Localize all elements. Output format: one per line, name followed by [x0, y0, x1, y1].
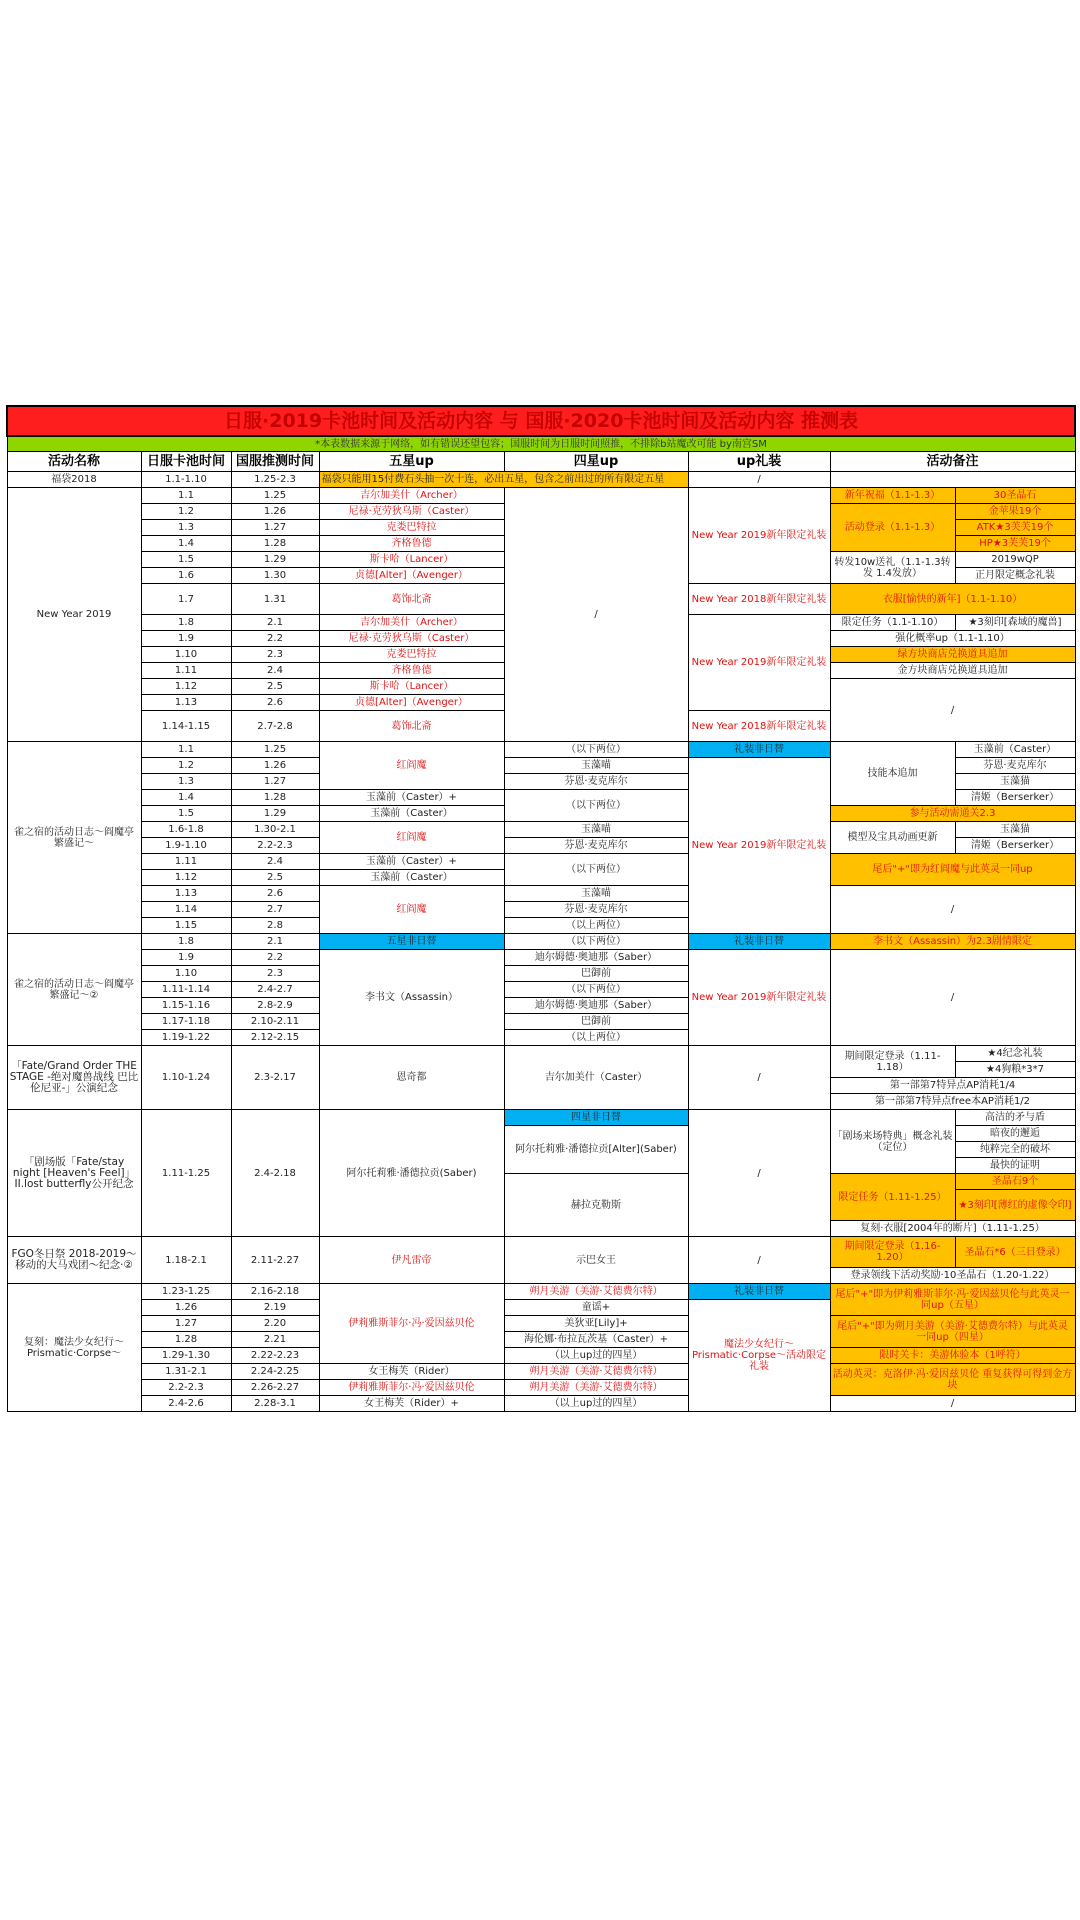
- jp-time: 1.11: [141, 663, 231, 679]
- cn-time: 2.2: [231, 950, 319, 966]
- section-event3: [7, 1046, 1075, 1110]
- note: ★4狗粮*3*7: [955, 1062, 1075, 1078]
- jp-time: 1.29-1.30: [141, 1348, 231, 1364]
- five-star: 葛饰北斋: [319, 711, 504, 742]
- five-star: 女王梅芙（Rider）+: [319, 1396, 504, 1412]
- cn-time: 2.10-2.11: [231, 1014, 319, 1030]
- five-star: 玉藻前（Caster）: [319, 870, 504, 886]
- event-name: New Year 2019: [7, 488, 141, 742]
- four-star: 示巴女王: [504, 1237, 688, 1284]
- lucky-bag-desc: 福袋只能用15付费石头抽一次十连，必出五星，包含之前出过的所有限定五星: [319, 472, 688, 488]
- note: 期间限定登录（1.16-1.20）: [830, 1237, 955, 1268]
- jp-time: 1.31-2.1: [141, 1364, 231, 1380]
- note: /: [830, 679, 1075, 742]
- note: 玉藻猫: [955, 774, 1075, 790]
- note: ★4纪念礼装: [955, 1046, 1075, 1062]
- header-notes: 活动备注: [830, 452, 1075, 472]
- four-star: （以上两位）: [504, 1030, 688, 1046]
- five-star: 红阎魔: [319, 886, 504, 934]
- jp-time: 1.8: [141, 934, 231, 950]
- note: 最快的证明: [955, 1158, 1075, 1174]
- five-star: 尼禄·克劳狄乌斯（Caster）: [319, 631, 504, 647]
- event-name: 雀之宿的活动日志～阎魔亭繁盛记～②: [7, 934, 141, 1046]
- note: 玉藻前（Caster）: [955, 742, 1075, 758]
- jp-time: 1.5: [141, 552, 231, 568]
- cn-time: 2.12-2.15: [231, 1030, 319, 1046]
- jp-time: 1.19-1.22: [141, 1030, 231, 1046]
- note: 「剧场来场特典」概念礼装（定位）: [830, 1110, 955, 1174]
- four-star: 阿尔托莉雅·潘德拉贡[Alter](Saber): [504, 1126, 688, 1174]
- cn-time: 2.21: [231, 1332, 319, 1348]
- note: 登录领线下活动奖励·10圣晶石（1.20-1.22）: [830, 1268, 1075, 1284]
- five-star: 齐格鲁德: [319, 663, 504, 679]
- four-star: 迪尔姆德·奥迪那（Saber）: [504, 950, 688, 966]
- jp-time: 1.13: [141, 886, 231, 902]
- four-star: （以下两位）: [504, 854, 688, 886]
- four-star: 玉藻喵: [504, 758, 688, 774]
- cn-time: 1.31: [231, 584, 319, 615]
- five-star: 玉藻前（Caster）+: [319, 790, 504, 806]
- four-star: 芬恩·麦克库尔: [504, 838, 688, 854]
- four-star: 朔月美游（美游·艾德费尔特）: [504, 1380, 688, 1396]
- cn-time: 2.2-2.3: [231, 838, 319, 854]
- event-name: 「Fate/Grand Order THE STAGE -绝对魔兽战线 巴比伦尼亚-」公演纪念: [7, 1046, 141, 1110]
- event-name: FGO冬日祭 2018-2019～移动的大马戏团～纪念·②: [7, 1237, 141, 1284]
- event-name: 「剧场版「Fate/stay night [Heaven's Feel]」II.lost butterfly公开纪念: [7, 1110, 141, 1237]
- event-name: 复刻：魔法少女纪行～Prismatic·Corpse～: [7, 1284, 141, 1412]
- jp-time: 1.17-1.18: [141, 1014, 231, 1030]
- five-star: 贞德[Alter]（Avenger）: [319, 568, 504, 584]
- note: 强化概率up（1.1-1.10）: [830, 631, 1075, 647]
- note: 尾后"+"即为红阎魔与此英灵一同up: [830, 854, 1075, 886]
- jp-time: 1.10: [141, 647, 231, 663]
- cn-time: 1.26: [231, 504, 319, 520]
- note: 圣晶石9个: [955, 1174, 1075, 1190]
- header-five-star: 五星up: [319, 452, 504, 472]
- five-star: 伊莉雅斯菲尔·冯·爱因兹贝伦: [319, 1284, 504, 1364]
- ce-cell: /: [688, 1110, 830, 1237]
- jp-time: 1.6: [141, 568, 231, 584]
- cn-time: 2.3-2.17: [231, 1046, 319, 1110]
- note: 清姬（Berserker）: [955, 838, 1075, 854]
- jp-time: 1.14: [141, 902, 231, 918]
- header-cn-time: 国服推测时间: [231, 452, 319, 472]
- cn-time: 2.11-2.27: [231, 1237, 319, 1284]
- cn-time: 1.25: [231, 742, 319, 758]
- note: 2019wQP: [955, 552, 1075, 568]
- note: 尾后"+"即为朔月美游（美游·艾德费尔特）与此英灵一同up（四星）: [830, 1316, 1075, 1348]
- four-star: 朔月美游（美游·艾德费尔特）: [504, 1364, 688, 1380]
- page-title: 日服·2019卡池时间及活动内容 与 国服·2020卡池时间及活动内容 推测表: [7, 406, 1075, 436]
- note: 活动英灵：克洛伊·冯·爱因兹贝伦 重复获得可得到金方块: [830, 1364, 1075, 1396]
- ce-cell: New Year 2018新年限定礼装: [688, 711, 830, 742]
- five-star-tag: 五星非日替: [319, 934, 504, 950]
- cn-time: 1.28: [231, 536, 319, 552]
- jp-time: 1.1-1.10: [141, 472, 231, 488]
- note: 芬恩·麦克库尔: [955, 758, 1075, 774]
- five-star: 吉尔加美什（Archer）: [319, 615, 504, 631]
- note: 技能本追加: [830, 742, 955, 806]
- schedule-table: [6, 405, 1076, 1412]
- five-star: 贞德[Alter]（Avenger）: [319, 695, 504, 711]
- section-new-year: [7, 488, 1075, 742]
- ce-cell: New Year 2019新年限定礼装: [688, 615, 830, 711]
- four-star: 吉尔加美什（Caster）: [504, 1046, 688, 1110]
- five-star: 齐格鲁德: [319, 536, 504, 552]
- note: 转发10w送礼（1.1-1.3转发 1.4发放）: [830, 552, 955, 584]
- jp-time: 2.2-2.3: [141, 1380, 231, 1396]
- jp-time: 1.15-1.16: [141, 998, 231, 1014]
- jp-time: 1.26: [141, 1300, 231, 1316]
- cn-time: 2.16-2.18: [231, 1284, 319, 1300]
- note: 第一部第7特异点AP消耗1/4: [830, 1078, 1075, 1094]
- jp-time: 1.12: [141, 870, 231, 886]
- five-star: 斯卡哈（Lancer）: [319, 679, 504, 695]
- jp-time: 1.9: [141, 631, 231, 647]
- four-star: （以上up过的四星）: [504, 1396, 688, 1412]
- note: 期间限定登录（1.11-1.18）: [830, 1046, 955, 1078]
- cn-time: 2.2: [231, 631, 319, 647]
- event-name: 福袋2018: [7, 472, 141, 488]
- note: /: [830, 886, 1075, 934]
- note: 正月限定概念礼装: [955, 568, 1075, 584]
- four-star: 芬恩·麦克库尔: [504, 774, 688, 790]
- note: 纯粹完全的破坏: [955, 1142, 1075, 1158]
- note: 复刻·衣服[2004年的断片]（1.11-1.25）: [830, 1221, 1075, 1237]
- note: HP★3芙芙19个: [955, 536, 1075, 552]
- five-star: 斯卡哈（Lancer）: [319, 552, 504, 568]
- section-event4: [7, 1110, 1075, 1237]
- ce-cell: New Year 2019新年限定礼装: [688, 758, 830, 934]
- four-star: 朔月美游（美游·艾德费尔特）: [504, 1284, 688, 1300]
- note: 新年祝福（1.1-1.3）: [830, 488, 955, 504]
- cn-time: 1.26: [231, 758, 319, 774]
- source-note: *本表数据来源于网络，如有错误还望包容；国服时间为日服时间照推，不排除b站魔改可能 by南宫SM: [7, 436, 1075, 452]
- four-star: 玉藻喵: [504, 886, 688, 902]
- note: 30圣晶石: [955, 488, 1075, 504]
- schedule-sheet: [6, 405, 1074, 1412]
- jp-time: 1.1: [141, 488, 231, 504]
- five-star: 阿尔托莉雅·潘德拉贡(Saber): [319, 1110, 504, 1237]
- header-jp-time: 日服卡池时间: [141, 452, 231, 472]
- note: 金方块商店兑换道具追加: [830, 663, 1075, 679]
- cn-time: 2.1: [231, 934, 319, 950]
- note: 衣服[愉快的新年]（1.1-1.10）: [830, 584, 1075, 615]
- five-star: 玉藻前（Caster）+: [319, 854, 504, 870]
- jp-time: 1.4: [141, 536, 231, 552]
- cn-time: 2.8-2.9: [231, 998, 319, 1014]
- cn-time: 1.28: [231, 790, 319, 806]
- five-star: 红阎魔: [319, 742, 504, 790]
- cn-time: 1.30-2.1: [231, 822, 319, 838]
- header-ce: up礼装: [688, 452, 830, 472]
- five-star: 伊凡雷帝: [319, 1237, 504, 1284]
- cn-time: 2.4: [231, 663, 319, 679]
- note: 模型及宝具动画更新: [830, 822, 955, 854]
- jp-time: 1.3: [141, 520, 231, 536]
- note: 限时关卡：美游体验本（1呼符）: [830, 1348, 1075, 1364]
- jp-time: 1.18-2.1: [141, 1237, 231, 1284]
- ce-cell: /: [688, 1237, 830, 1284]
- ce-tag: 礼装非日替: [688, 934, 830, 950]
- cn-time: 2.19: [231, 1300, 319, 1316]
- jp-time: 1.11-1.14: [141, 982, 231, 998]
- cn-time: 2.6: [231, 695, 319, 711]
- jp-time: 1.8: [141, 615, 231, 631]
- cn-time: 1.25-2.3: [231, 472, 319, 488]
- cn-time: 2.28-3.1: [231, 1396, 319, 1412]
- four-star: 玉藻喵: [504, 822, 688, 838]
- jp-time: 1.9: [141, 950, 231, 966]
- note: 圣晶石*6（三日登录）: [955, 1237, 1075, 1268]
- five-star: 女王梅芙（Rider）: [319, 1364, 504, 1380]
- header-event: 活动名称: [7, 452, 141, 472]
- cn-time: 2.4-2.7: [231, 982, 319, 998]
- cn-time: 1.29: [231, 806, 319, 822]
- note: 限定任务（1.1-1.10）: [830, 615, 955, 631]
- section-event6: [7, 1284, 1075, 1412]
- note: 高洁的矛与盾: [955, 1110, 1075, 1126]
- cn-time: 2.22-2.23: [231, 1348, 319, 1364]
- five-star: 玉藻前（Caster）: [319, 806, 504, 822]
- note: 绿方块商店兑换道具追加: [830, 647, 1075, 663]
- ce-cell: 魔法少女纪行～Prismatic·Corpse～活动限定礼装: [688, 1300, 830, 1412]
- jp-time: 1.13: [141, 695, 231, 711]
- jp-time: 1.15: [141, 918, 231, 934]
- jp-time: 1.2: [141, 758, 231, 774]
- five-star: 葛饰北斋: [319, 584, 504, 615]
- cn-time: 2.3: [231, 966, 319, 982]
- jp-time: 2.4-2.6: [141, 1396, 231, 1412]
- note: /: [830, 1396, 1075, 1412]
- ce-cell: /: [688, 1046, 830, 1110]
- four-star: 赫拉克勒斯: [504, 1174, 688, 1237]
- cn-time: 2.7-2.8: [231, 711, 319, 742]
- note: 第一部第7特异点free本AP消耗1/2: [830, 1094, 1075, 1110]
- cn-time: 2.3: [231, 647, 319, 663]
- cn-time: 2.20: [231, 1316, 319, 1332]
- cn-time: 1.29: [231, 552, 319, 568]
- cn-time: 2.7: [231, 902, 319, 918]
- jp-time: 1.10-1.24: [141, 1046, 231, 1110]
- cn-time: 2.4: [231, 854, 319, 870]
- note: ★3刻印[森域的魔兽]: [955, 615, 1075, 631]
- five-star: 克娄巴特拉: [319, 647, 504, 663]
- five-star: 尼禄·克劳狄乌斯（Caster）: [319, 504, 504, 520]
- cn-time: 1.30: [231, 568, 319, 584]
- jp-time: 1.12: [141, 679, 231, 695]
- jp-time: 1.7: [141, 584, 231, 615]
- note: ATK★3芙芙19个: [955, 520, 1075, 536]
- note: 参与活动需通关2.3: [830, 806, 1075, 822]
- jp-time: 1.6-1.8: [141, 822, 231, 838]
- four-star: 海伦娜·布拉瓦茨基（Caster）+: [504, 1332, 688, 1348]
- jp-time: 1.9-1.10: [141, 838, 231, 854]
- four-star-tag: 四星非日替: [504, 1110, 688, 1126]
- jp-time: 1.4: [141, 790, 231, 806]
- jp-time: 1.23-1.25: [141, 1284, 231, 1300]
- section-event1: [7, 742, 1075, 934]
- five-star: 红阎魔: [319, 822, 504, 854]
- five-star: 李书文（Assassin）: [319, 950, 504, 1046]
- note: 金苹果19个: [955, 504, 1075, 520]
- jp-time: 1.1: [141, 742, 231, 758]
- four-star: （以下两位）: [504, 742, 688, 758]
- ce-cell: /: [688, 472, 830, 488]
- jp-time: 1.27: [141, 1316, 231, 1332]
- cn-time: 2.24-2.25: [231, 1364, 319, 1380]
- ce-cell: New Year 2018新年限定礼装: [688, 584, 830, 615]
- note: 活动登录（1.1-1.3）: [830, 504, 955, 552]
- four-star: 美狄亚[Lily]+: [504, 1316, 688, 1332]
- note: ★3刻印[薄红的虚像令印]: [955, 1190, 1075, 1221]
- cn-time: 2.1: [231, 615, 319, 631]
- note: 尾后"+"即为伊莉雅斯菲尔·冯·爱因兹贝伦与此英灵一同up（五星）: [830, 1284, 1075, 1316]
- four-star: /: [504, 488, 688, 742]
- four-star: 迪尔姆德·奥迪那（Saber）: [504, 998, 688, 1014]
- jp-time: 1.2: [141, 504, 231, 520]
- four-star: （以下两位）: [504, 982, 688, 998]
- cn-time: 2.26-2.27: [231, 1380, 319, 1396]
- five-star: 克娄巴特拉: [319, 520, 504, 536]
- cn-time: 2.6: [231, 886, 319, 902]
- ce-cell: New Year 2019新年限定礼装: [688, 950, 830, 1046]
- event-name: 雀之宿的活动日志～阎魔亭繁盛记～: [7, 742, 141, 934]
- note: 暗夜的邂逅: [955, 1126, 1075, 1142]
- cn-time: 2.4-2.18: [231, 1110, 319, 1237]
- ce-cell: New Year 2019新年限定礼装: [688, 488, 830, 584]
- four-star: 巴御前: [504, 1014, 688, 1030]
- note: 李书文（Assassin）为2.3剧情限定: [830, 934, 1075, 950]
- five-star: 吉尔加美什（Archer）: [319, 488, 504, 504]
- note: /: [830, 950, 1075, 1046]
- note: 限定任务（1.11-1.25）: [830, 1174, 955, 1221]
- four-star: （以下两位）: [504, 934, 688, 950]
- section-event5: [7, 1237, 1075, 1284]
- jp-time: 1.11-1.25: [141, 1110, 231, 1237]
- jp-time: 1.3: [141, 774, 231, 790]
- ce-tag: 礼装非日替: [688, 1284, 830, 1300]
- jp-time: 1.28: [141, 1332, 231, 1348]
- note: 玉藻猫: [955, 822, 1075, 838]
- four-star: （以下两位）: [504, 790, 688, 822]
- cn-time: 2.8: [231, 918, 319, 934]
- five-star: 恩奇都: [319, 1046, 504, 1110]
- jp-time: 1.10: [141, 966, 231, 982]
- four-star: 童谣+: [504, 1300, 688, 1316]
- four-star: 芬恩·麦克库尔: [504, 902, 688, 918]
- jp-time: 1.5: [141, 806, 231, 822]
- header-four-star: 四星up: [504, 452, 688, 472]
- cn-time: 2.5: [231, 870, 319, 886]
- five-star: 伊莉雅斯菲尔·冯·爱因兹贝伦: [319, 1380, 504, 1396]
- cn-time: 2.5: [231, 679, 319, 695]
- cn-time: 1.27: [231, 520, 319, 536]
- jp-time: 1.11: [141, 854, 231, 870]
- four-star: （以上两位）: [504, 918, 688, 934]
- four-star: 巴御前: [504, 966, 688, 982]
- ce-tag: 礼装非日替: [688, 742, 830, 758]
- section-event2: [7, 934, 1075, 1046]
- cn-time: 1.27: [231, 774, 319, 790]
- cn-time: 1.25: [231, 488, 319, 504]
- note: 清姬（Berserker）: [955, 790, 1075, 806]
- four-star: （以上up过的四星）: [504, 1348, 688, 1364]
- jp-time: 1.14-1.15: [141, 711, 231, 742]
